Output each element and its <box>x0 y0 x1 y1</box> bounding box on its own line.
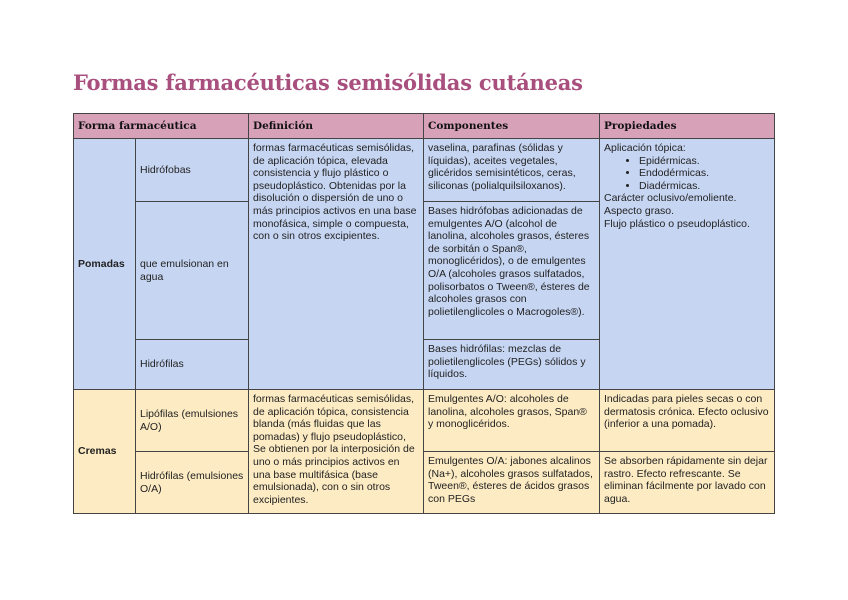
sub-hidrofilas: Hidrófilas <box>136 340 249 390</box>
list-item: • Diadérmicas. <box>639 180 770 193</box>
list-item: • Epidérmicas. <box>639 155 770 168</box>
page-title: Formas farmacéuticas semisólidas cutáneas <box>73 70 583 95</box>
sub-emulsionan: que emulsionan en agua <box>136 202 249 340</box>
table-row <box>74 390 775 452</box>
componentes-emulsionan: Bases hidrófobas adicionadas de emulgentes A/O (alcohol de lanolina, alcoholes grasos, ésteres de sorbitán o Span®, monoglicéridos), o de emulgentes O/A (alcoholes grasos sulfatados, polisorbatos o Tween®, ésteres de alcoholes grasos con polietilenglicoles o Macrogoles®). <box>424 202 600 340</box>
sub-lipofilas: Lipófilas (emulsiones A/O) <box>136 390 249 452</box>
sub-hidrofilas-cremas: Hidrófilas (emulsiones O/A) <box>136 452 249 514</box>
propiedades-hidrofilas-cremas: Se absorben rápidamente sin dejar rastro. Efecto refrescante. Se eliminan fácilmente por lavado con agua. <box>600 452 775 514</box>
componentes-hidrofilas: Bases hidrófilas: mezclas de polietilenglicoles (PEGs) sólidos y líquidos. <box>424 340 600 390</box>
definicion-cremas: formas farmacéuticas semisólidas, de aplicación tópica, consistencia blanda (más fluidas que las pomadas) y flujo pseudoplástico, Se obtienen por la interposición de uno o más principios activos en una base multifásica (base emulsionada), con o sin otros excipientes. <box>249 390 424 514</box>
componentes-lipofilas: Emulgentes A/O: alcoholes de lanolina, alcoholes grasos, Span® y monoglicéridos. <box>424 390 600 452</box>
propiedades-intro: Aplicación tópica: <box>604 142 686 154</box>
list-item: • Endodérmicas. <box>639 167 770 180</box>
table-row <box>74 139 775 202</box>
header-definicion: Definición <box>249 114 424 139</box>
pharma-forms-table <box>73 113 775 514</box>
definicion-pomadas: formas farmacéuticas semisólidas, de aplicación tópica, elevada consistencia y flujo plástico o pseudoplástico. Obtenidas por la disolución o dispersión de uno o más principios activos en una base monofásica, simple o compuesta, con o sin otros excipientes. <box>249 139 424 390</box>
propiedades-lipofilas: Indicadas para pieles secas o con dermatosis crónica. Efecto oclusivo (inferior a una pomada). <box>600 390 775 452</box>
table-row <box>74 452 775 514</box>
header-componentes: Componentes <box>424 114 600 139</box>
sub-hidrofobas: Hidrófobas <box>136 139 249 202</box>
propiedades-pomadas <box>600 139 775 390</box>
group-pomadas: Pomadas <box>74 139 136 390</box>
propiedades-line: Flujo plástico o pseudoplástico. <box>604 217 750 230</box>
propiedades-list <box>604 155 770 193</box>
table-header-row <box>74 114 775 139</box>
componentes-hidrofobas: vaselina, parafinas (sólidas y líquidas), aceites vegetales, glicéridos semisintéticos, ceras, siliconas (polialquilsiloxanos). <box>424 139 600 202</box>
componentes-hidrofilas-cremas: Emulgentes O/A: jabones alcalinos (Na+), alcoholes grasos sulfatados, Tween®, ésteres de ácidos grasos con PEGs <box>424 452 600 514</box>
header-forma: Forma farmacéutica <box>74 114 249 139</box>
header-propiedades: Propiedades <box>600 114 775 139</box>
propiedades-line: Carácter oclusivo/emoliente. <box>604 192 737 205</box>
group-cremas: Cremas <box>74 390 136 514</box>
propiedades-line: Aspecto graso. <box>604 204 675 217</box>
